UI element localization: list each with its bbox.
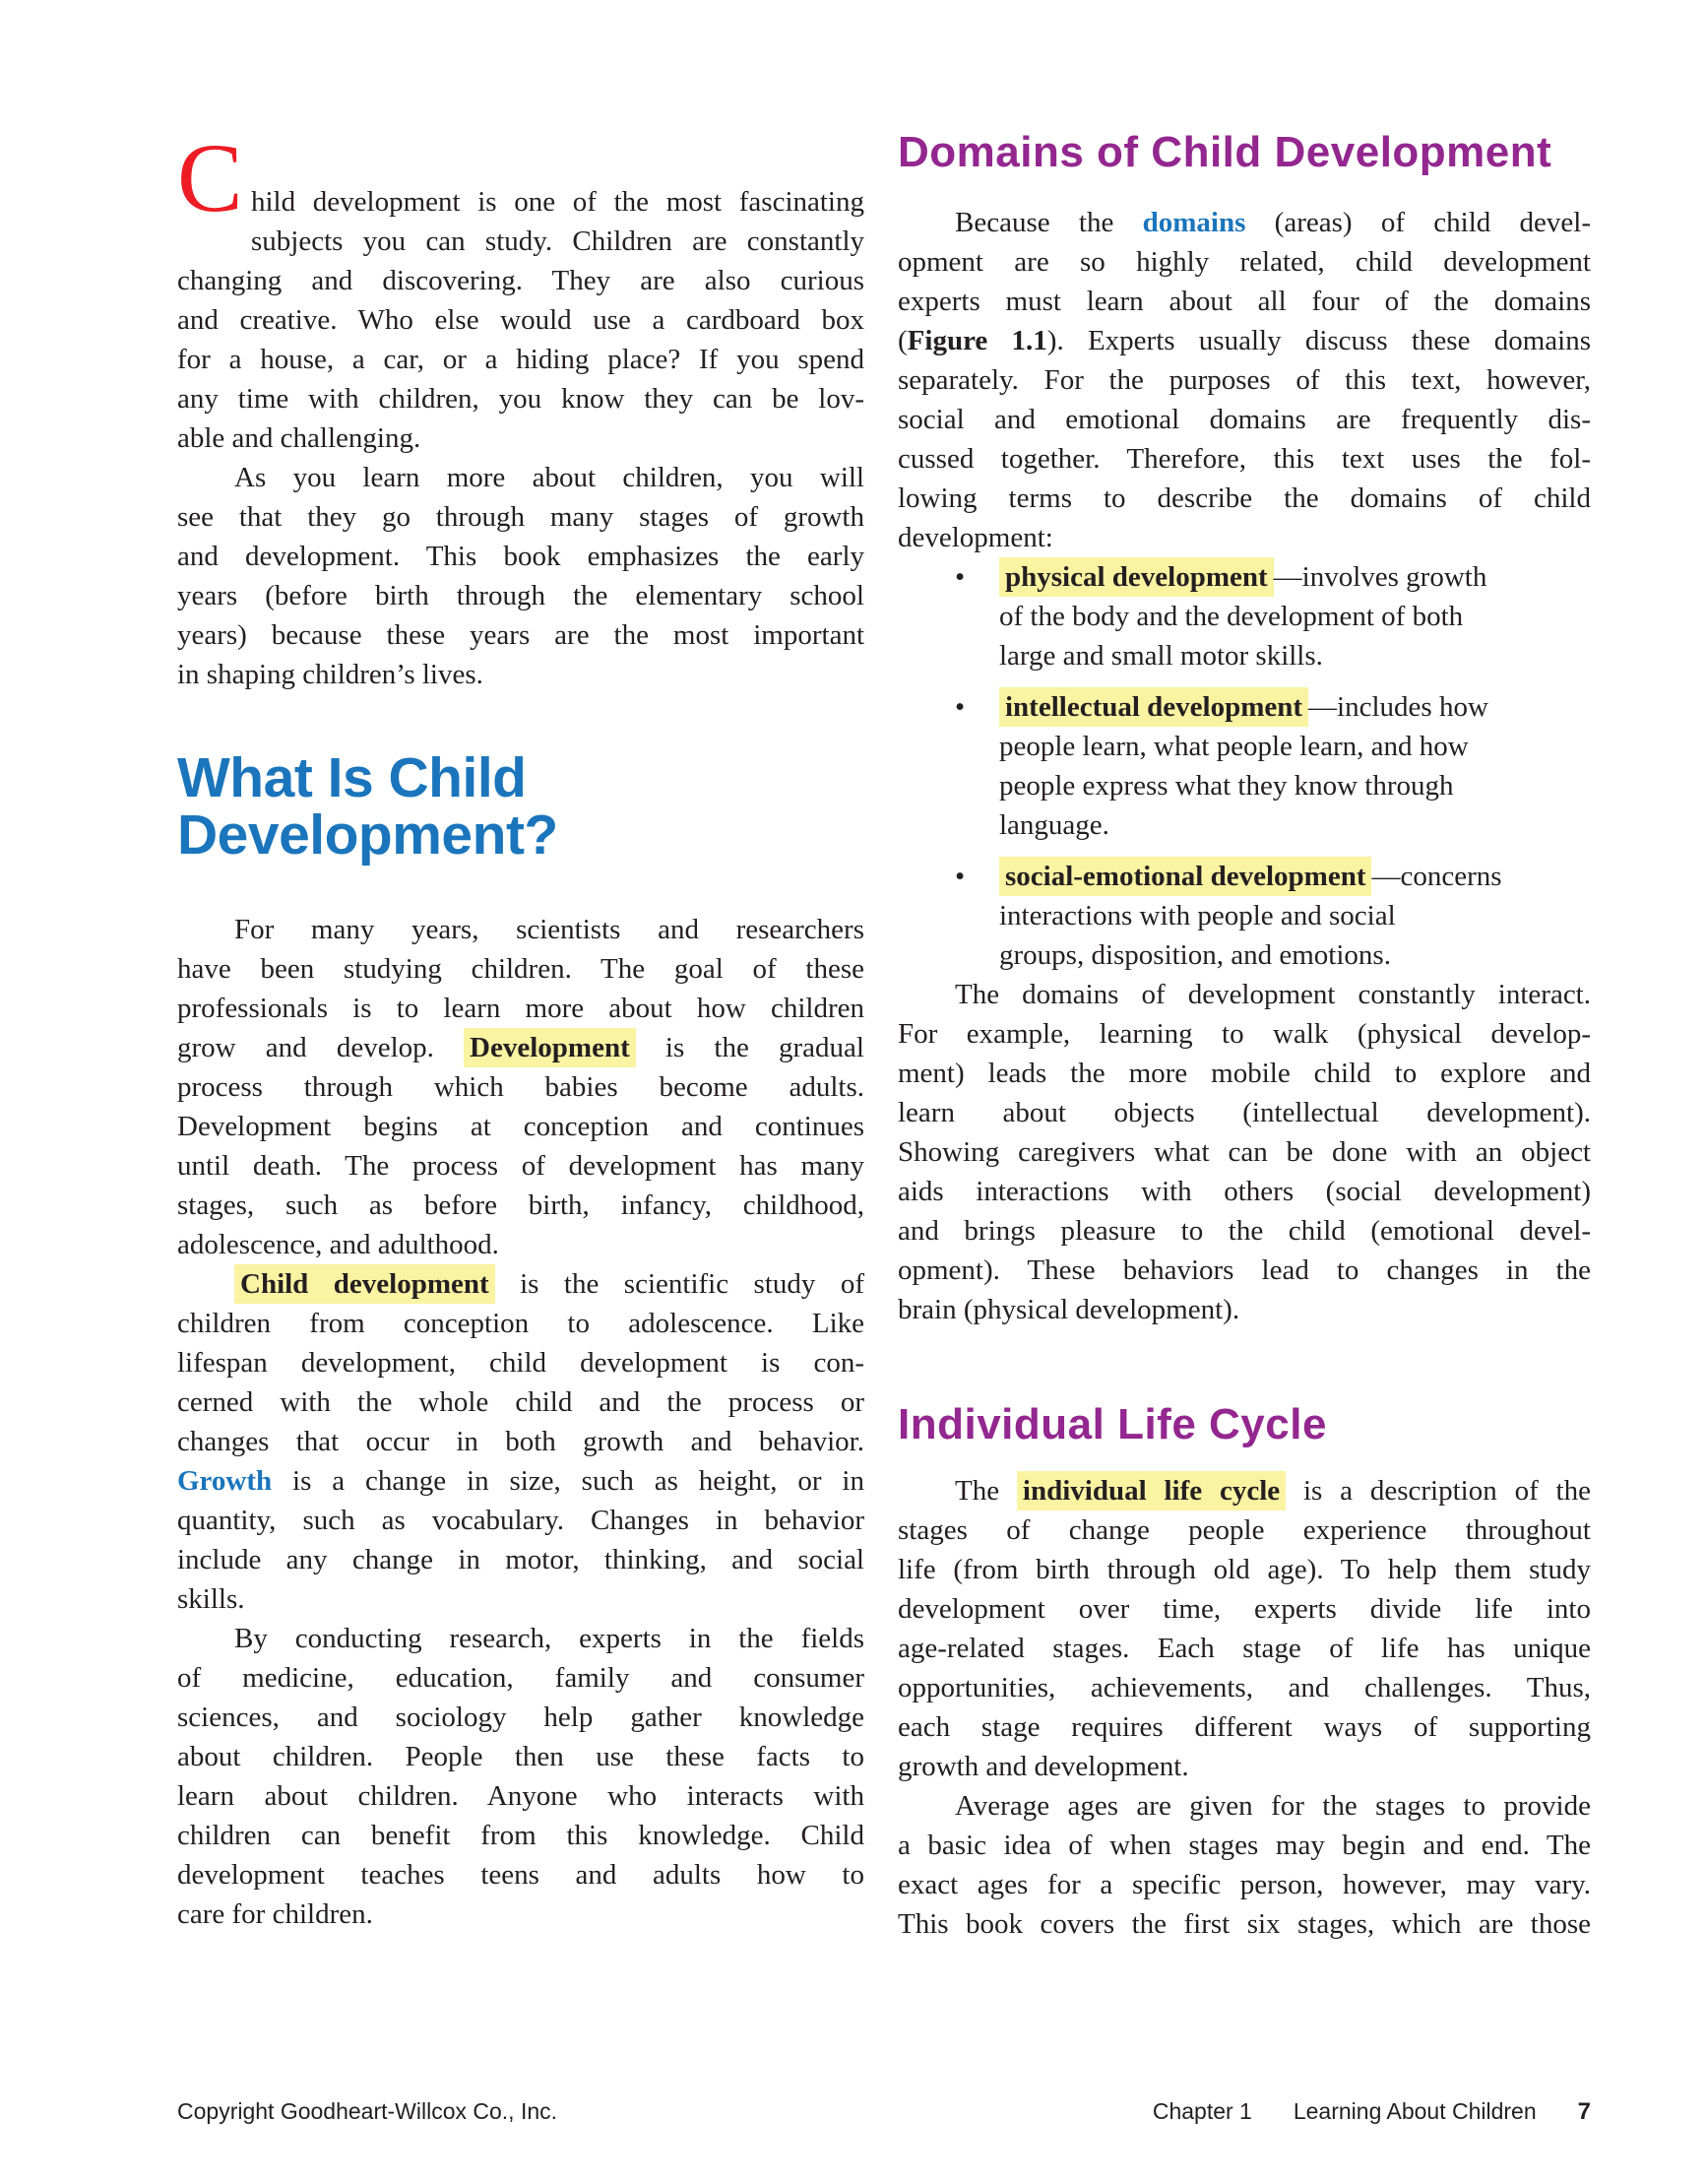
- text-line: [898, 479, 1591, 518]
- text-segment: —concerns: [1371, 861, 1502, 892]
- bullet-text: [999, 857, 1591, 975]
- footer-section-label: Learning About Children: [1293, 2098, 1537, 2124]
- text-segment: in shaping children’s lives.: [177, 659, 483, 690]
- text-line: [177, 615, 864, 655]
- text-segment: stages of change people experience throughout: [898, 1514, 1591, 1546]
- text-segment: years) because these years are the most important: [177, 619, 864, 651]
- text-segment: is the gradual: [635, 1032, 864, 1063]
- text-line: [898, 1211, 1591, 1251]
- text-segment: development over time, experts divide life into: [898, 1593, 1591, 1625]
- text-line: [177, 1422, 864, 1461]
- term-hl: social-emotional development: [999, 857, 1371, 896]
- text-line: [177, 458, 864, 497]
- text-line: [177, 1304, 864, 1343]
- text-line: [177, 1619, 864, 1658]
- text-segment: social and emotional domains are frequently dis-: [898, 404, 1591, 435]
- text-segment: Showing caregivers what can be done with an object: [898, 1136, 1591, 1168]
- text-line: [177, 1776, 864, 1816]
- bullet-icon: •: [955, 561, 966, 593]
- text-line: [898, 1747, 1591, 1786]
- text-segment: large and small motor skills.: [999, 640, 1323, 672]
- text-line: [177, 340, 864, 379]
- bullet-text: [999, 557, 1591, 675]
- text-segment: sciences, and sociology help gather knowledge: [177, 1702, 864, 1733]
- text-line: [177, 1658, 864, 1698]
- text-line: [999, 805, 1591, 845]
- text-line: [177, 1461, 864, 1501]
- text-segment: is a description of the: [1286, 1475, 1591, 1507]
- text-line: [898, 1550, 1591, 1589]
- text-segment: interactions with people and social: [999, 900, 1396, 931]
- text-line: [177, 949, 864, 989]
- text-line: [898, 360, 1591, 400]
- text-line: [177, 300, 864, 340]
- text-segment: brain (physical development).: [898, 1294, 1240, 1325]
- text-line: [177, 1540, 864, 1579]
- text-line: [898, 439, 1591, 479]
- footer-chapter-label: Chapter 1: [1152, 2098, 1252, 2124]
- text-line: [177, 1816, 864, 1855]
- bullet-item: [898, 557, 1591, 675]
- text-line: [177, 1895, 864, 1934]
- text-segment: language.: [999, 809, 1109, 841]
- text-line: [177, 1107, 864, 1146]
- text-line: [177, 1698, 864, 1737]
- text-segment: cussed together. Therefore, this text uses the fol-: [898, 443, 1591, 475]
- text-segment: aids interactions with others (social development): [898, 1176, 1591, 1207]
- text-line: [177, 1501, 864, 1540]
- text-segment: able and challenging.: [177, 422, 421, 454]
- text-segment: cerned with the whole child and the process or: [177, 1386, 864, 1418]
- term-blue: Growth: [177, 1465, 273, 1497]
- text-line: [177, 1382, 864, 1422]
- what-is-paragraph-1: [177, 910, 864, 1264]
- text-line: [898, 1093, 1591, 1132]
- text-line: [177, 1343, 864, 1382]
- text-line: [898, 1904, 1591, 1944]
- intro-paragraph-2: [177, 458, 864, 694]
- text-segment: hild development is one of the most fascinating: [251, 186, 864, 218]
- text-line: [898, 203, 1591, 242]
- text-line: [898, 1014, 1591, 1054]
- text-segment: and creative. Who else would use a cardboard box: [177, 304, 864, 336]
- right-column: [898, 128, 1591, 1944]
- text-line: [898, 1865, 1591, 1904]
- heading-line: What Is Child: [177, 746, 527, 809]
- text-segment: see that they go through many stages of growth: [177, 501, 864, 533]
- text-line: [999, 766, 1591, 805]
- text-segment: separately. For the purposes of this text, however,: [898, 364, 1591, 396]
- drop-cap: C: [177, 123, 243, 232]
- term-blue: domains: [1142, 207, 1246, 238]
- footer-page-number: 7: [1577, 2098, 1591, 2125]
- text-segment: professionals is to learn more about how children: [177, 993, 864, 1024]
- domains-paragraph-2: [898, 975, 1591, 1329]
- text-segment: opment). These behaviors lead to changes in the: [898, 1254, 1591, 1286]
- text-line: [177, 1855, 864, 1895]
- text-segment: adolescence, and adulthood.: [177, 1229, 499, 1260]
- text-line: [898, 1054, 1591, 1093]
- text-line: [898, 1290, 1591, 1329]
- text-segment: This book covers the first six stages, which are those: [898, 1908, 1591, 1940]
- text-segment: life (from birth through old age). To help them study: [898, 1554, 1591, 1585]
- text-line: [177, 1028, 864, 1067]
- text-line: [177, 1737, 864, 1776]
- text-segment: skills.: [177, 1583, 245, 1615]
- heading-what-is-child-development: [177, 746, 864, 867]
- heading-domains-of-child-development: [898, 128, 1591, 177]
- text-segment: of medicine, education, family and consumer: [177, 1662, 864, 1694]
- text-segment: subjects you can study. Children are constantly: [251, 225, 864, 257]
- heading-line: Individual Life Cycle: [898, 1400, 1327, 1448]
- term-hl: Child development: [234, 1264, 495, 1304]
- text-segment: people express what they know through: [999, 770, 1454, 802]
- text-line: [999, 557, 1591, 597]
- life-cycle-paragraph-1: [898, 1471, 1591, 1786]
- what-is-paragraph-3: [177, 1619, 864, 1934]
- text-line: [177, 1146, 864, 1186]
- text-line: [177, 1186, 864, 1225]
- text-line: [898, 1629, 1591, 1668]
- text-line: [177, 1225, 864, 1264]
- domains-paragraph-1: [898, 203, 1591, 557]
- text-segment: age-related stages. Each stage of life has unique: [898, 1633, 1591, 1664]
- text-segment: exact ages for a specific person, however, may vary.: [898, 1869, 1591, 1900]
- text-segment: opment are so highly related, child development: [898, 246, 1591, 278]
- text-segment: each stage requires different ways of supporting: [898, 1711, 1591, 1743]
- text-line: [898, 1589, 1591, 1629]
- text-line: [999, 636, 1591, 675]
- text-segment: The domains of development constantly interact.: [955, 979, 1591, 1010]
- text-segment: is the scientific study of: [494, 1268, 865, 1300]
- text-segment: people learn, what people learn, and how: [999, 731, 1469, 762]
- footer-page-info: [898, 2097, 1591, 2126]
- text-line: [177, 379, 864, 418]
- term-hl: intellectual development: [999, 687, 1308, 727]
- text-segment: changes that occur in both growth and behavior.: [177, 1426, 864, 1457]
- footer-copyright: Copyright Goodheart-Willcox Co., Inc.: [177, 2098, 558, 2124]
- intro-paragraph-1: [177, 123, 864, 458]
- term-bold: Figure 1.1: [907, 325, 1047, 356]
- text-line: [999, 727, 1591, 766]
- text-line: [898, 1251, 1591, 1290]
- text-segment: development:: [898, 522, 1053, 553]
- bullet-icon: •: [955, 861, 966, 892]
- text-segment: children can benefit from this knowledge. Child: [177, 1820, 864, 1851]
- text-segment: By conducting research, experts in the fields: [234, 1623, 864, 1654]
- text-line: [177, 497, 864, 537]
- text-line: [177, 655, 864, 694]
- text-line: [177, 1264, 864, 1304]
- text-segment: ment) leads the more mobile child to explore and: [898, 1058, 1591, 1089]
- text-segment: and brings pleasure to the child (emotional devel-: [898, 1215, 1591, 1247]
- text-segment: stages, such as before birth, infancy, childhood,: [177, 1189, 864, 1221]
- text-segment: development teaches teens and adults how to: [177, 1859, 864, 1891]
- term-hl: individual life cycle: [1017, 1471, 1286, 1510]
- text-segment: ). Experts usually discuss these domains: [1046, 325, 1591, 356]
- text-segment: Average ages are given for the stages to provide: [955, 1790, 1591, 1822]
- text-line: [898, 1668, 1591, 1707]
- text-line: [177, 418, 864, 458]
- bullet-item: [898, 857, 1591, 975]
- bullet-item: [898, 687, 1591, 845]
- text-segment: and development. This book emphasizes the early: [177, 541, 864, 572]
- text-segment: Because the: [955, 207, 1143, 238]
- text-segment: growth and development.: [898, 1751, 1189, 1782]
- text-line: [999, 687, 1591, 727]
- text-segment: As you learn more about children, you will: [234, 462, 864, 493]
- what-is-paragraph-2: [177, 1264, 864, 1619]
- text-segment: changing and discovering. They are also curious: [177, 265, 864, 296]
- text-segment: (: [898, 325, 908, 356]
- text-line: [177, 182, 864, 222]
- text-line: [898, 1132, 1591, 1172]
- term-hl: physical development: [999, 557, 1274, 597]
- text-segment: For example, learning to walk (physical develop-: [898, 1018, 1591, 1050]
- text-line: [898, 1510, 1591, 1550]
- text-segment: until death. The process of development has many: [177, 1150, 864, 1182]
- text-line: [177, 1579, 864, 1619]
- text-segment: lifespan development, child development is con-: [177, 1347, 864, 1379]
- text-line: [898, 1707, 1591, 1747]
- text-line: [898, 282, 1591, 321]
- text-line: [177, 989, 864, 1028]
- text-line: [898, 975, 1591, 1014]
- text-line: [898, 242, 1591, 282]
- text-segment: for a house, a car, or a hiding place? If you spend: [177, 344, 864, 375]
- text-segment: The: [955, 1475, 1017, 1507]
- text-line: [898, 400, 1591, 439]
- heading-line: Development?: [177, 803, 558, 867]
- text-segment: care for children.: [177, 1898, 373, 1930]
- domain-bullet-list: [898, 557, 1591, 975]
- text-segment: of the body and the development of both: [999, 601, 1464, 632]
- text-line: [999, 896, 1591, 935]
- bullet-icon: •: [955, 691, 966, 723]
- text-line: [898, 1826, 1591, 1865]
- left-column: [177, 123, 865, 1934]
- text-segment: include any change in motor, thinking, and social: [177, 1544, 864, 1575]
- text-line: [177, 537, 864, 576]
- text-segment: quantity, such as vocabulary. Changes in behavior: [177, 1505, 864, 1536]
- text-segment: learn about children. Anyone who interacts with: [177, 1780, 864, 1812]
- text-segment: grow and develop.: [177, 1032, 465, 1063]
- text-segment: learn about objects (intellectual development).: [898, 1097, 1591, 1128]
- text-line: [898, 1172, 1591, 1211]
- text-line: [898, 518, 1591, 557]
- text-segment: a basic idea of when stages may begin and end. The: [898, 1830, 1591, 1861]
- text-segment: years (before birth through the elementary school: [177, 580, 864, 611]
- text-segment: Development begins at conception and continues: [177, 1111, 864, 1142]
- text-segment: For many years, scientists and researchers: [234, 914, 864, 945]
- bullet-text: [999, 687, 1591, 845]
- text-segment: —involves growth: [1273, 561, 1487, 593]
- text-line: [999, 597, 1591, 636]
- text-line: [898, 1471, 1591, 1510]
- text-segment: children from conception to adolescence. Like: [177, 1308, 864, 1339]
- heading-line: Domains of Child Development: [898, 128, 1552, 176]
- text-line: [898, 1786, 1591, 1826]
- heading-individual-life-cycle: [898, 1400, 1591, 1449]
- text-segment: is a change in size, such as height, or in: [272, 1465, 864, 1497]
- text-segment: (areas) of child devel-: [1245, 207, 1591, 238]
- text-line: [898, 321, 1591, 360]
- text-line: [999, 857, 1591, 896]
- life-cycle-paragraph-2: [898, 1786, 1591, 1944]
- text-line: [177, 910, 864, 949]
- text-segment: any time with children, you know they can be lov-: [177, 383, 864, 415]
- text-line: [177, 261, 864, 300]
- text-segment: about children. People then use these facts to: [177, 1741, 864, 1772]
- text-line: [177, 576, 864, 615]
- text-segment: experts must learn about all four of the domains: [898, 286, 1591, 317]
- text-line: [999, 935, 1591, 975]
- text-segment: lowing terms to describe the domains of child: [898, 482, 1591, 514]
- text-segment: opportunities, achievements, and challenges. Thus,: [898, 1672, 1591, 1703]
- text-segment: —includes how: [1308, 691, 1488, 723]
- term-hl: Development: [464, 1028, 636, 1067]
- text-line: [177, 222, 864, 261]
- text-segment: have been studying children. The goal of these: [177, 953, 864, 985]
- text-segment: process through which babies become adults.: [177, 1071, 864, 1103]
- text-line: [177, 1067, 864, 1107]
- text-segment: groups, disposition, and emotions.: [999, 939, 1391, 971]
